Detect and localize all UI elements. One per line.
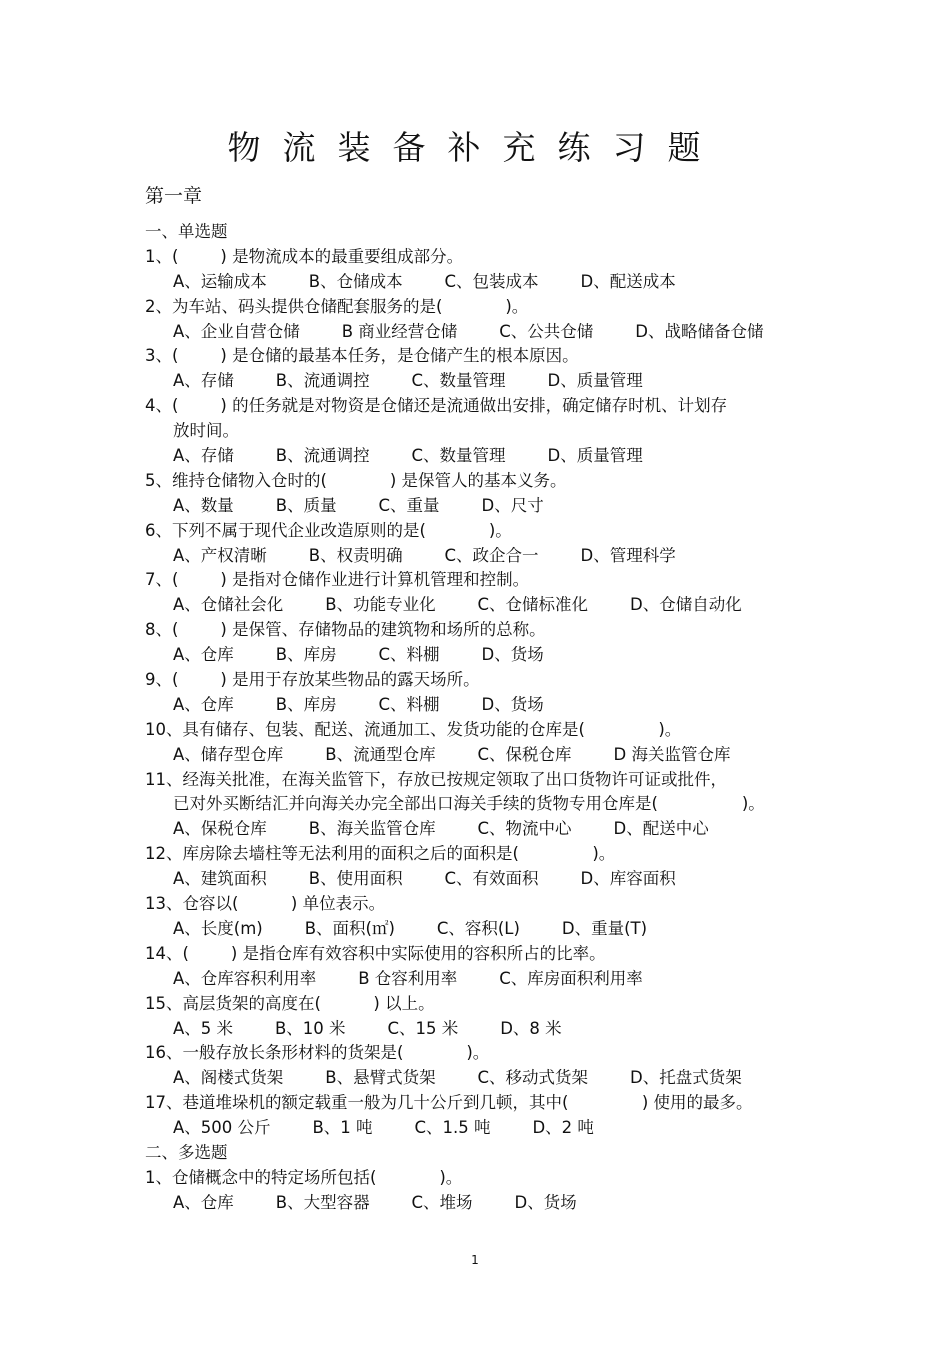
answer-options-line: A、500 公斤 B、1 吨 C、1.5 吨 D、2 吨 [173, 1118, 594, 1138]
question-line: 6、下列不属于现代企业改造原则的是( )。 [145, 520, 512, 540]
question-line: 14、( ) 是指仓库有效容积中实际使用的容积所占的比率。 [145, 943, 606, 963]
question-line: 11、经海关批准，在海关监管下，存放已按规定领取了出口货物许可证或批件， [145, 769, 727, 789]
question-line: 5、维持仓储物入仓时的( ) 是保管人的基本义务。 [145, 470, 567, 490]
chapter-heading: 第一章 [145, 185, 203, 207]
answer-options-line: A、存储 B、流通调控 C、数量管理 D、质量管理 [173, 446, 643, 466]
answer-options-line: A、存储 B、流通调控 C、数量管理 D、质量管理 [173, 371, 643, 391]
answer-options-line: A、储存型仓库 B、流通型仓库 C、保税仓库 D 海关监管仓库 [173, 744, 731, 764]
answer-options-line: A、数量 B、质量 C、重量 D、尺寸 [173, 495, 544, 515]
answer-options-line: A、产权清晰 B、权责明确 C、政企合一 D、管理科学 [173, 545, 676, 565]
question-line: 15、高层货架的高度在( ) 以上。 [145, 993, 435, 1013]
question-line: 9、( ) 是用于存放某些物品的露天场所。 [145, 670, 480, 690]
question-line: 1、仓储概念中的特定场所包括( )。 [145, 1167, 463, 1187]
question-line: 3、( ) 是仓储的最基本任务，是仓储产生的根本原因。 [145, 346, 579, 366]
answer-options-line: A、保税仓库 B、海关监管仓库 C、物流中心 D、配送中心 [173, 819, 709, 839]
answer-options-line: A、仓库 B、库房 C、料棚 D、货场 [173, 694, 544, 714]
answer-options-line: A、仓库 B、大型容器 C、堆场 D、货场 [173, 1192, 577, 1212]
answer-options-line: 放时间。 [173, 421, 239, 441]
answer-options-line: A、运输成本 B、仓储成本 C、包装成本 D、配送成本 [173, 271, 676, 291]
question-line: 1、( ) 是物流成本的最重要组成部分。 [145, 246, 464, 266]
question-line: 4、( ) 的任务就是对物资是仓储还是流通做出安排，确定储存时机、计划存 [145, 396, 728, 416]
answer-options-line: 已对外买断结汇并向海关办完全部出口海关手续的货物专用仓库是( )。 [173, 794, 765, 814]
answer-options-line: A、5 米 B、10 米 C、15 米 D、8 米 [173, 1018, 562, 1038]
answer-options-line: A、建筑面积 B、使用面积 C、有效面积 D、库容面积 [173, 869, 676, 889]
question-line: 7、( ) 是指对仓储作业进行计算机管理和控制。 [145, 570, 530, 590]
question-line: 8、( ) 是保管、存储物品的建筑物和场所的总称。 [145, 620, 546, 640]
answer-options-line: A、长度(m) B、面积(㎡) C、容积(L) D、重量(T) [173, 918, 648, 938]
answer-options-line: A、仓库 B、库房 C、料棚 D、货场 [173, 645, 544, 665]
answer-options-line: A、仓储社会化 B、功能专业化 C、仓储标准化 D、仓储自动化 [173, 595, 742, 615]
question-line: 一、单选题 [145, 222, 228, 241]
question-line: 2、为车站、码头提供仓储配套服务的是( )。 [145, 296, 529, 316]
question-line: 17、巷道堆垛机的额定载重一般为几十公斤到几顿，其中( ) 使用的最多。 [145, 1093, 753, 1113]
question-line: 二、多选题 [145, 1142, 228, 1162]
answer-options-line: A、阁楼式货架 B、悬臂式货架 C、移动式货架 D、托盘式货架 [173, 1068, 742, 1088]
question-line: 16、一般存放长条形材料的货架是( )。 [145, 1043, 490, 1063]
answer-options-line: A、企业自营仓储 B 商业经营仓储 C、公共仓储 D、战略储备仓储 [173, 321, 764, 341]
question-list [145, 220, 825, 1216]
document-title: 物流装备补充练习题 [227, 128, 723, 167]
page-number: 1 [471, 1253, 479, 1267]
answer-options-line: A、仓库容积利用率 B 仓容利用率 C、库房面积利用率 [173, 968, 643, 988]
question-line: 13、仓容以( ) 单位表示。 [145, 894, 386, 914]
question-line: 10、具有储存、包装、配送、流通加工、发货功能的仓库是( )。 [145, 719, 682, 739]
question-line: 12、库房除去墙柱等无法利用的面积之后的面积是( )。 [145, 844, 616, 864]
